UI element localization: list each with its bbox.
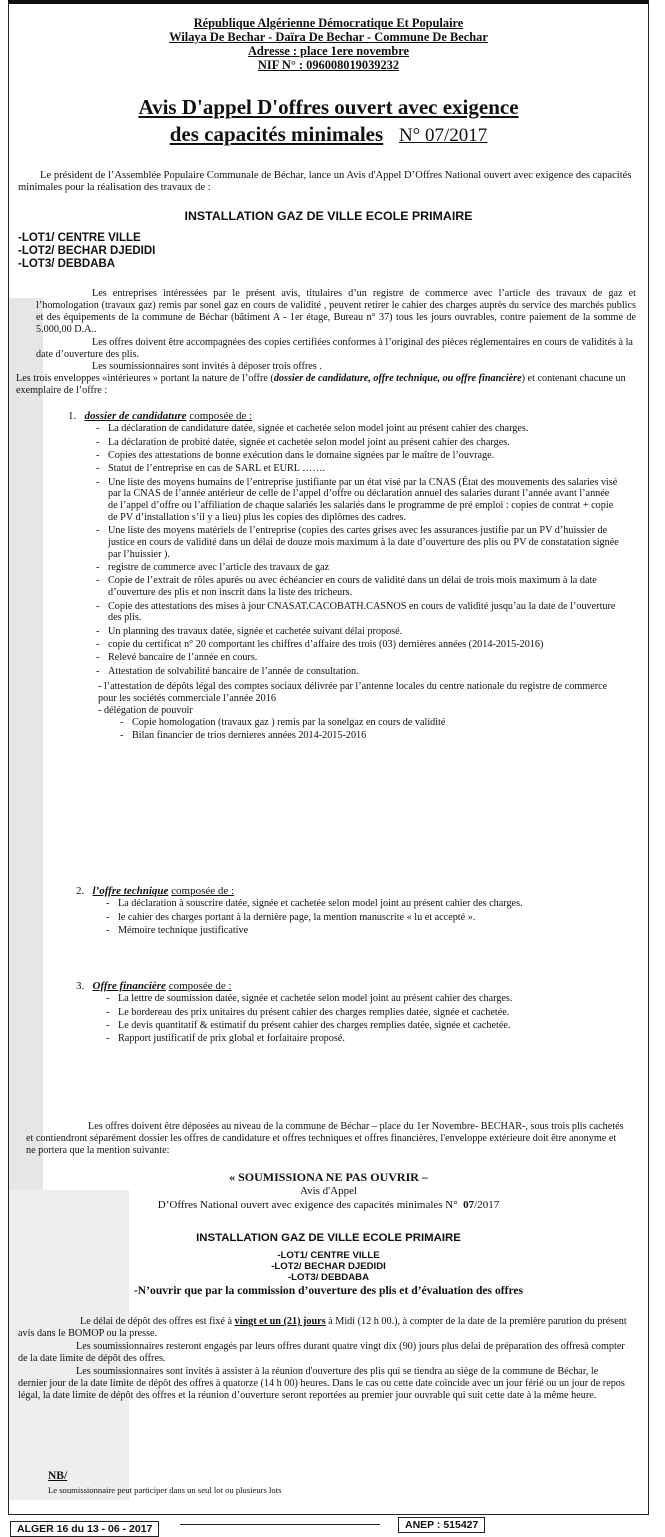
list-item: - Copie homologation (travaux gaz ) remis par la sonelgaz en cours de validité <box>118 717 618 729</box>
text-span: Le délai de dépôt des offres est fixé à <box>80 1316 232 1327</box>
text-span: à Midi (12 h 00.), à compter de la date de la première parution du présent avis dans le BOMOP ou la presse. <box>18 1316 627 1339</box>
deposit-avis-line <box>8 1199 649 1211</box>
list-item: - Un planning des travaux datée, signée et cachetée suivant délai proposé. <box>94 626 620 638</box>
header-line: Wilaya De Bechar - Daïra De Bechar - Commune De Bechar <box>169 30 488 44</box>
text-span: ) et contenant chacune un exemplaire de l’offre : <box>16 373 626 396</box>
list-item: - Statut de l’entreprise en cas de SARL et EURL ……. <box>94 463 620 475</box>
delay-paragraph: Les soumissionnaires resteront engagés par leurs offres durant quatre vingt dix (90) jours plus delai de préparation des offresà compter de la date limite de dépôt des offres. <box>18 1341 625 1364</box>
text-span: Les trois enveloppes «intérieures » portant la nature de l’offre ( <box>16 373 274 384</box>
sub-requirement-list <box>118 717 618 742</box>
footer-rule <box>180 1524 380 1525</box>
list-item: - Le bordereau des prix unitaires du présent cahier des charges remplies datée, signée et cachetée. <box>104 1007 624 1019</box>
list-item: - registre de commerce avec l’article des travaux de gaz <box>94 562 620 574</box>
lot-item: -LOT3/ DEBDABA <box>287 1272 369 1283</box>
lot-item: -LOT2/ BECHAR DJEDIDI <box>18 245 156 257</box>
lot-item: -LOT2/ BECHAR DJEDIDI <box>271 1261 386 1272</box>
list-item: - Copie des attestations des mises à jour CNASAT.CACOBATH.CASNOS en cours de validité jusqu’au la date de l’ouverture des plis. <box>94 601 620 625</box>
requirement-list <box>94 423 620 677</box>
delay-paragraph <box>18 1316 628 1340</box>
list-item: - Attestation de solvabilité bancaire de l’année de consultation. <box>94 666 620 678</box>
document-title <box>8 94 649 149</box>
lot-list <box>18 232 318 271</box>
section-number: 2. <box>76 885 85 897</box>
project-title: INSTALLATION GAZ DE VILLE ECOLE PRIMAIRE <box>184 209 473 223</box>
section-heading <box>76 980 628 992</box>
section-suffix: composée de : <box>168 980 232 992</box>
list-extra: - délégation de pouvoir <box>98 704 193 716</box>
lot-item: -LOT1/ CENTRE VILLE <box>277 1250 380 1261</box>
section-candidature <box>68 410 628 743</box>
section-suffix: composée de : <box>189 410 253 422</box>
requirement-list <box>104 898 624 936</box>
nb-text: Le soumissionnaire peut participer dans un seul lot ou plusieurs lots <box>48 1485 282 1495</box>
header-line: NIF N° : 096008019039232 <box>257 58 400 72</box>
section-suffix: composée de : <box>171 885 235 897</box>
project-title: INSTALLATION GAZ DE VILLE ECOLE PRIMAIRE <box>196 1232 461 1244</box>
list-item: - Le devis quantitatif & estimatif du présent cahier des charges remplies datée, signée et cachetée. <box>104 1020 624 1032</box>
deposit-paragraph: Les offres doivent être déposées au niveau de la commune de Béchar – place du 1er Novembre- BECHAR-, sous trois plis cachetés et contiendront séparément dossier les offres de candidature et offres techniques et offres financières, l'enveloppe extérieure doit être anonyme et ne portera que la mention suivante: <box>26 1121 624 1156</box>
deposit-mention: « SOUMISSIONA NE PAS OUVRIR – <box>229 1170 428 1184</box>
list-item: - Une liste des moyens matériels de l’entreprise (copies des cartes grises avec les assurances justifie par un PV d’huissier de justice en cours de validité dans un délai de douze mois maximum à la date d’ouverture des plis ou PV de constatation signée par l’huissier ). <box>94 525 620 560</box>
title-line: Avis D'appel D'offres ouvert avec exigence <box>138 95 519 119</box>
title-line: des capacités minimales <box>169 122 384 146</box>
list-item: - Copie de l’extrait de rôles apurés ou avec échéancier en cours de validité dans un délai de trois mois maximum à la date d’ouverture des plis et non inscrit dans la liste des tricheurs. <box>94 575 620 599</box>
list-item: - La déclaration de probité datée, signée et cachetée selon model joint au présent cahier des charges. <box>94 437 620 449</box>
list-item: - La déclaration de candidature datée, signée et cachetée selon model joint au présent cahier des charges. <box>94 423 620 435</box>
header <box>8 16 649 72</box>
conditions-paragraph: Les offres doivent être accompagnées des copies certifiées conformes à l’original des pièces réglementaires en cours de validités à la date d’ouverture des plis. <box>36 337 633 360</box>
list-item: - Mémoire technique justificative <box>104 925 624 937</box>
list-item: - Copies des attestations de bonne exécution dans le domaine signées par le maître de l’ouvrage. <box>94 450 620 462</box>
section-heading <box>68 410 628 422</box>
list-item: - copie du certificat n° 20 comportant les chiffres d’affaire des trois (03) dernières années (2014-2015-2016) <box>94 639 620 651</box>
conditions-paragraph <box>16 373 636 397</box>
title-number: N° 07/2017 <box>398 125 488 146</box>
deposit-avis: Avis d'Appel <box>299 1185 358 1197</box>
lot-list <box>8 1250 649 1283</box>
list-item: - Rapport justificatif de prix global et forfaitaire proposé. <box>104 1033 624 1045</box>
section-title: dossier de candidature <box>84 410 187 422</box>
intro-paragraph: Le président de l’Assemblée Populaire Communale de Béchar, lance un Avis d'Appel D’Offres National ouvert avec exigence des capacités minimales pour la réalisation des travaux de : <box>18 170 632 194</box>
list-item: - Relevé bancaire de l’année en cours. <box>94 652 620 664</box>
list-item: - Bilan financier de trios dernieres années 2014-2015-2016 <box>118 730 618 742</box>
text-span: D’Offres National ouvert avec exigence des capacités minimales N° <box>157 1199 458 1211</box>
list-item: - La lettre de soumission datée, signée et cachetée selon model joint au présent cahier des charges. <box>104 993 624 1005</box>
section-title: Offre financière <box>92 980 166 992</box>
delay-paragraph: Les soumissionnaires sont invités à assister à la réunion d'ouverture des plis qui se tiendra au siège de la commune de Béchar, le dernier jour de la date limite de dépôt des offres à quatorze (14 h 00) heures. Dans le cas ou cette date coïncide avec un jour férié ou un jour de repos légal, la date limite de dépôt des offres et la réunion d’ouverture seront reportées au premier jour ouvrable qui suit cette date à la même heure. <box>18 1366 625 1401</box>
lot-item: -LOT3/ DEBDABA <box>18 258 116 270</box>
section-title: l’offre technique <box>92 885 169 897</box>
list-item: - le cahier des charges portant à la dernière page, la mention manuscrite « lu et accepté ». <box>104 912 624 924</box>
lot-item: -LOT1/ CENTRE VILLE <box>18 232 141 244</box>
conditions-paragraph: Les soumissionnaires sont invités à déposer trois offres . <box>92 361 322 372</box>
footer-edition: ALGER 16 du 13 - 06 - 2017 <box>10 1521 159 1537</box>
header-line: République Algérienne Démocratique Et Populaire <box>193 16 464 30</box>
section-number: 1. <box>68 410 77 422</box>
footer-anep: ANEP : 515427 <box>398 1517 485 1533</box>
header-line: Adresse : place 1ere novembre <box>247 44 410 58</box>
list-item: - Une liste des moyens humains de l’entreprise justifiante par un état visé par la CNAS (État des mouvements des salaries visé par la CNAS de l’année antérieur de celle de l’appel d’offre ou déclaration annuel des salaries durant l’année avant l’année de l’appel d’offre ou l’affiliation de chaque salariés les salariés dans le programme de pré emploi : copies de contrat + copie de PV d’installation s’il y a lieu) plus les copies des diplômes des cadres. <box>94 477 620 524</box>
text-span: /2017 <box>474 1199 500 1211</box>
text-span: dossier de candidature, offre technique, ou offre financière <box>273 373 522 384</box>
section-heading <box>76 885 628 897</box>
list-item: - La déclaration à souscrire datée, signée et cachetée selon model joint au présent cahier des charges. <box>104 898 624 910</box>
text-span: 07 <box>463 1199 475 1211</box>
section-financiere <box>76 980 628 1047</box>
opening-warning: -N’ouvrir que par la commission d’ouverture des plis et d’évaluation des offres <box>133 1284 524 1297</box>
requirement-list <box>104 993 624 1045</box>
conditions-paragraph: Les entreprises intéressées par le présent avis, titulaires d’un registre de commerce avec l’article des travaux de gaz et l’homologation (travaux gaz) remis par sonel gaz en cours de validité , peuvent retirer le cahier des charges auprès du service des marchés publics et des équipements de la commune de Béchar (bâtiment A - 1er étage, Bureau n° 37) tous les jours ouvrables, contre paiement de la somme de 5.000,00 D.A.. <box>36 288 636 335</box>
nb-label: NB/ <box>48 1470 68 1482</box>
section-number: 3. <box>76 980 85 992</box>
section-technique <box>76 885 628 938</box>
list-extra: - l’attestation de dépôts légal des comptes sociaux délivrée par l’antenne locales du centre nationale du registre de commerce pour les sociétés commerciale l’année 2016 <box>98 681 608 705</box>
text-span: vingt et un (21) jours <box>234 1316 326 1327</box>
